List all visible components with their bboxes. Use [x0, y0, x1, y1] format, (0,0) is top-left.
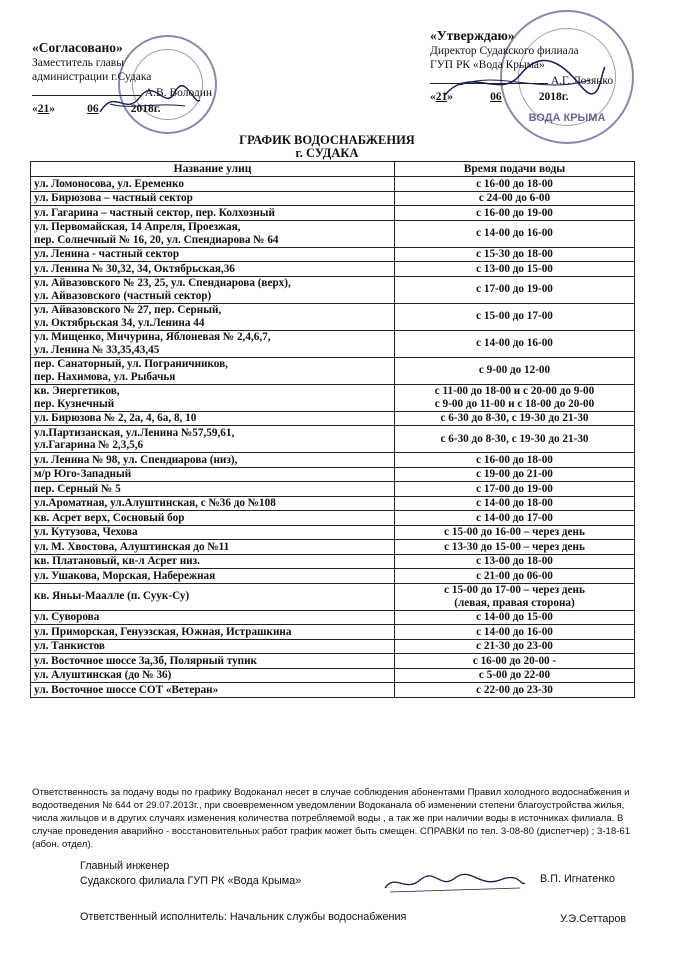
street-text: м/р Юго-Западный — [34, 468, 132, 480]
schedule-table — [30, 161, 635, 698]
approval-left-day: 21 — [37, 103, 50, 115]
time-cell — [395, 610, 635, 625]
time-text: с 14-00 до 15-00 — [476, 611, 553, 623]
time-text: с 14-00 до 18-00 — [476, 497, 553, 509]
table-row — [31, 683, 635, 698]
street-text: ул.Партизанская, ул.Ленина №57,59,61, — [34, 426, 235, 439]
street-text: ул. Восточное шоссе СОТ «Ветеран» — [34, 683, 219, 696]
time-cell — [395, 303, 635, 330]
time-cell — [395, 453, 635, 468]
approval-right-line2: ГУП РК «Вода Крыма» — [430, 59, 545, 71]
time-cell — [395, 177, 635, 192]
table-row — [31, 303, 635, 330]
approval-left-year: 2018г. — [130, 103, 161, 115]
street-text: ул. Бирюзова – частный сектор — [34, 192, 193, 204]
table-row — [31, 206, 635, 221]
time-text: с 14-00 до 16-00 — [476, 227, 553, 240]
time-text: с 19-00 до 21-00 — [476, 468, 553, 480]
time-cell — [395, 467, 635, 482]
date-open-quote: « — [430, 91, 436, 103]
time-text: с 16-00 до 18-00 — [476, 177, 553, 190]
time-text: с 13-30 до 15-00 – через день — [444, 540, 585, 553]
table-row — [31, 496, 635, 511]
table-row — [31, 453, 635, 468]
approval-left-month: 06 — [87, 103, 99, 115]
street-text: ул. Суворова — [34, 611, 100, 623]
street-cell — [31, 357, 395, 384]
street-cell — [31, 525, 395, 540]
header-time: Время подачи воды — [395, 162, 635, 177]
chief-signature — [380, 868, 530, 898]
time-cell — [395, 583, 635, 610]
street-text: ул. Бирюзова № 2, 2а, 4, 6а, 8, 10 — [34, 412, 197, 424]
street-cell — [31, 668, 395, 683]
approval-left-title: «Согласовано» — [32, 40, 123, 55]
date-close-quote: » — [49, 103, 55, 115]
time-cell — [395, 411, 635, 426]
time-text-2: (левая, правая сторона) — [454, 596, 575, 609]
header-street: Название улиц — [31, 162, 395, 177]
time-cell — [395, 426, 635, 453]
time-cell — [395, 330, 635, 357]
street-cell — [31, 683, 395, 698]
time-text: с 14-00 до 17-00 — [476, 511, 553, 524]
approval-right-year: 2018г. — [538, 91, 569, 103]
time-cell — [395, 191, 635, 206]
table-row — [31, 610, 635, 625]
street-cell — [31, 262, 395, 277]
time-cell — [395, 220, 635, 247]
table-row — [31, 482, 635, 497]
approval-left-name: А.В. Володин — [144, 87, 213, 99]
street-cell — [31, 467, 395, 482]
date-open-quote: « — [32, 103, 38, 115]
street-text-2: пер. Кузнечный — [34, 397, 115, 410]
approval-left-line1: Заместитель главы — [32, 57, 124, 69]
time-text: с 6-30 до 8-30, с 19-30 до 21-30 — [440, 432, 589, 445]
street-text: ул. Ленина № 30,32, 34, Октябрьская,36 — [34, 262, 235, 275]
time-cell — [395, 357, 635, 384]
table-row — [31, 583, 635, 610]
street-text: ул. Кутузова, Чехова — [34, 526, 138, 538]
time-cell — [395, 540, 635, 555]
time-text: с 14-00 до 16-00 — [476, 337, 553, 350]
table-row — [31, 554, 635, 569]
table-row — [31, 177, 635, 192]
time-text: с 16-00 до 18-00 — [476, 453, 553, 466]
time-cell — [395, 511, 635, 526]
street-cell — [31, 554, 395, 569]
street-text: ул. Айвазовского № 27, пер. Серный, — [34, 304, 222, 316]
time-text: с 16-00 до 20-00 - — [472, 654, 557, 667]
table-row — [31, 569, 635, 584]
approval-left-line2: администрации г.Судака — [32, 71, 152, 83]
time-text: с 22-00 до 23-30 — [476, 683, 553, 696]
table-row — [31, 276, 635, 303]
street-text: ул. Ленина - частный сектор — [34, 248, 180, 260]
time-cell — [395, 247, 635, 262]
street-text: ул. Мищенко, Мичурина, Яблоневая № 2,4,6,7, — [34, 331, 271, 343]
table-row — [31, 411, 635, 426]
left-signature — [95, 82, 205, 122]
date-close-quote: » — [447, 91, 453, 103]
street-text: ул. Ленина № 98, ул. Спендиарова (низ), — [34, 453, 238, 466]
street-text: кв. Энергетиков, — [34, 385, 120, 397]
time-text: с 5-00 до 22-00 — [478, 669, 551, 681]
time-text: с 13-00 до 15-00 — [476, 262, 553, 275]
time-text: с 17-00 до 19-00 — [476, 283, 553, 296]
chief-title-1: Главный инженер — [80, 860, 170, 872]
approval-right-line1: Директор Судакского филиала — [430, 45, 579, 57]
street-text: ул. Первомайская, 14 Апреля, Проезжая, — [34, 221, 241, 233]
street-text: ул.Ароматная, ул.Алуштинская, с №36 до №108 — [34, 497, 276, 509]
street-text-2: ул.Гагарина № 2,3,5,6 — [34, 439, 144, 451]
time-cell — [395, 262, 635, 277]
table-row — [31, 330, 635, 357]
time-text: с 21-00 до 06-00 — [476, 569, 553, 582]
table-header-row — [31, 162, 635, 177]
time-cell — [395, 569, 635, 584]
street-cell — [31, 453, 395, 468]
street-text: ул. М. Хвостова, Алуштинская до №11 — [34, 540, 230, 553]
time-text-2: с 9-00 до 11-00 и с 18-00 до 20-00 — [434, 397, 595, 410]
time-cell — [395, 496, 635, 511]
street-text: ул. Гагарина – частный сектор, пер. Колхозный — [34, 206, 275, 219]
time-cell — [395, 384, 635, 411]
chief-engineer-block — [80, 859, 301, 889]
approval-right-month: 06 — [490, 91, 502, 103]
table-row — [31, 654, 635, 669]
street-text: ул. Приморская, Генуэзская, Южная, Истрашкина — [34, 625, 292, 638]
street-cell — [31, 303, 395, 330]
street-cell — [31, 610, 395, 625]
street-text: кв. Асрет верх, Сосновый бор — [34, 511, 185, 524]
time-cell — [395, 525, 635, 540]
street-cell — [31, 276, 395, 303]
time-cell — [395, 654, 635, 669]
street-cell — [31, 177, 395, 192]
table-row — [31, 511, 635, 526]
chief-title-2: Судакского филиала ГУП РК «Вода Крыма» — [80, 875, 302, 887]
right-signature — [440, 55, 610, 105]
time-cell — [395, 554, 635, 569]
street-cell — [31, 220, 395, 247]
street-text: кв. Яньы-Маалле (п. Суук-Су) — [34, 590, 190, 603]
schedule-title: ГРАФИК ВОДОСНАБЖЕНИЯ — [239, 133, 415, 147]
street-text-2: ул. Октябрьская 34, ул.Ленина 44 — [34, 316, 205, 329]
street-cell — [31, 583, 395, 610]
table-row — [31, 357, 635, 384]
chief-engineer-name: В.П. Игнатенко — [540, 873, 616, 885]
responsibility-note: Ответственность за подачу воды по графику Водоканал несет в случае соблюдения абонентами Правил холодного водоснабжения и водоотведения № 644 от 29.07.2013г., при своевременном уведомлении Водоканала об изменении степени благоустройства жилья, числа жильцов и в других случаях изменения количества потребляемой воды , а так же при наличии воды в источниках филиала. В случае проведения аварийно - восстановительных работ график может быть смещен. СПРАВКИ по тел. 3-08-80 (диспетчер) ; 3-18-61 (абон. отдел). — [32, 787, 631, 850]
street-text: ул. Айвазовского № 23, 25, ул. Спендиарова (верх), — [34, 277, 291, 289]
schedule-subtitle: г. СУДАКА — [295, 146, 359, 160]
street-cell — [31, 191, 395, 206]
street-cell — [31, 625, 395, 640]
table-row — [31, 426, 635, 453]
time-text: с 15-30 до 18-00 — [476, 248, 553, 260]
street-text-2: ул. Ленина № 33,35,43,45 — [34, 343, 160, 356]
street-text: пер. Санаторный, ул. Пограничников, — [34, 358, 228, 370]
table-row — [31, 639, 635, 654]
street-cell — [31, 330, 395, 357]
time-text: с 17-00 до 19-00 — [476, 482, 553, 495]
schedule-body — [31, 177, 635, 698]
executor-label: Ответственный исполнитель: Начальник службы водоснабжения — [80, 911, 407, 923]
executor-name: У.Э.Сеттаров — [560, 913, 627, 925]
street-text: кв. Платановый, кв-л Асрет низ. — [34, 555, 200, 567]
street-text-2: пер. Нахимова, ул. Рыбачья — [34, 370, 176, 383]
street-cell — [31, 496, 395, 511]
approval-right-day: 21 — [435, 91, 448, 103]
table-row — [31, 220, 635, 247]
time-text: с 21-30 до 23-00 — [476, 640, 553, 652]
street-cell — [31, 639, 395, 654]
street-cell — [31, 384, 395, 411]
table-row — [31, 668, 635, 683]
street-text: ул. Восточное шоссе 3а,3б, Полярный тупик — [34, 654, 258, 667]
time-text: с 16-00 до 19-00 — [476, 206, 553, 219]
table-row — [31, 467, 635, 482]
street-cell — [31, 540, 395, 555]
street-cell — [31, 247, 395, 262]
time-text: с 15-00 до 17-00 – через день — [444, 584, 585, 596]
time-text: с 6-30 до 8-30, с 19-30 до 21-30 — [440, 412, 589, 424]
time-cell — [395, 206, 635, 221]
street-text: ул. Ломоносова, ул. Еременко — [34, 177, 184, 190]
street-cell — [31, 511, 395, 526]
time-text: с 15-00 до 17-00 — [476, 310, 553, 323]
table-row — [31, 525, 635, 540]
time-text: с 9-00 до 12-00 — [478, 364, 551, 377]
table-row — [31, 540, 635, 555]
time-text: с 13-00 до 18-00 — [476, 555, 553, 567]
street-cell — [31, 426, 395, 453]
street-cell — [31, 482, 395, 497]
time-cell — [395, 683, 635, 698]
table-row — [31, 625, 635, 640]
time-text: с 14-00 до 16-00 — [476, 625, 553, 638]
table-row — [31, 384, 635, 411]
time-cell — [395, 276, 635, 303]
street-text: ул. Алуштинская (до № 36) — [34, 669, 172, 681]
approval-right-title: «Утверждаю» — [430, 28, 515, 43]
time-cell — [395, 639, 635, 654]
time-text: с 24-00 до 6-00 — [478, 192, 551, 204]
table-row — [31, 262, 635, 277]
time-text: с 15-00 до 16-00 – через день — [444, 526, 585, 538]
table-row — [31, 247, 635, 262]
approval-right-name: А.Г. Лозянко — [550, 75, 614, 87]
street-text-2: пер. Солнечный № 16, 20, ул. Спендиарова № 64 — [34, 233, 279, 246]
street-text-2: ул. Айвазовского (частный сектор) — [34, 289, 212, 302]
street-cell — [31, 206, 395, 221]
street-cell — [31, 569, 395, 584]
time-cell — [395, 625, 635, 640]
street-text: ул. Ушакова, Морская, Набережная — [34, 569, 216, 582]
street-cell — [31, 654, 395, 669]
street-text: ул. Танкистов — [34, 640, 105, 652]
time-cell — [395, 668, 635, 683]
table-row — [31, 191, 635, 206]
time-cell — [395, 482, 635, 497]
street-text: пер. Серный № 5 — [34, 482, 121, 495]
right-stamp-text: ВОДА КРЫМА — [528, 112, 606, 124]
street-cell — [31, 411, 395, 426]
time-text: с 11-00 до 18-00 и с 20-00 до 9-00 — [434, 385, 595, 397]
